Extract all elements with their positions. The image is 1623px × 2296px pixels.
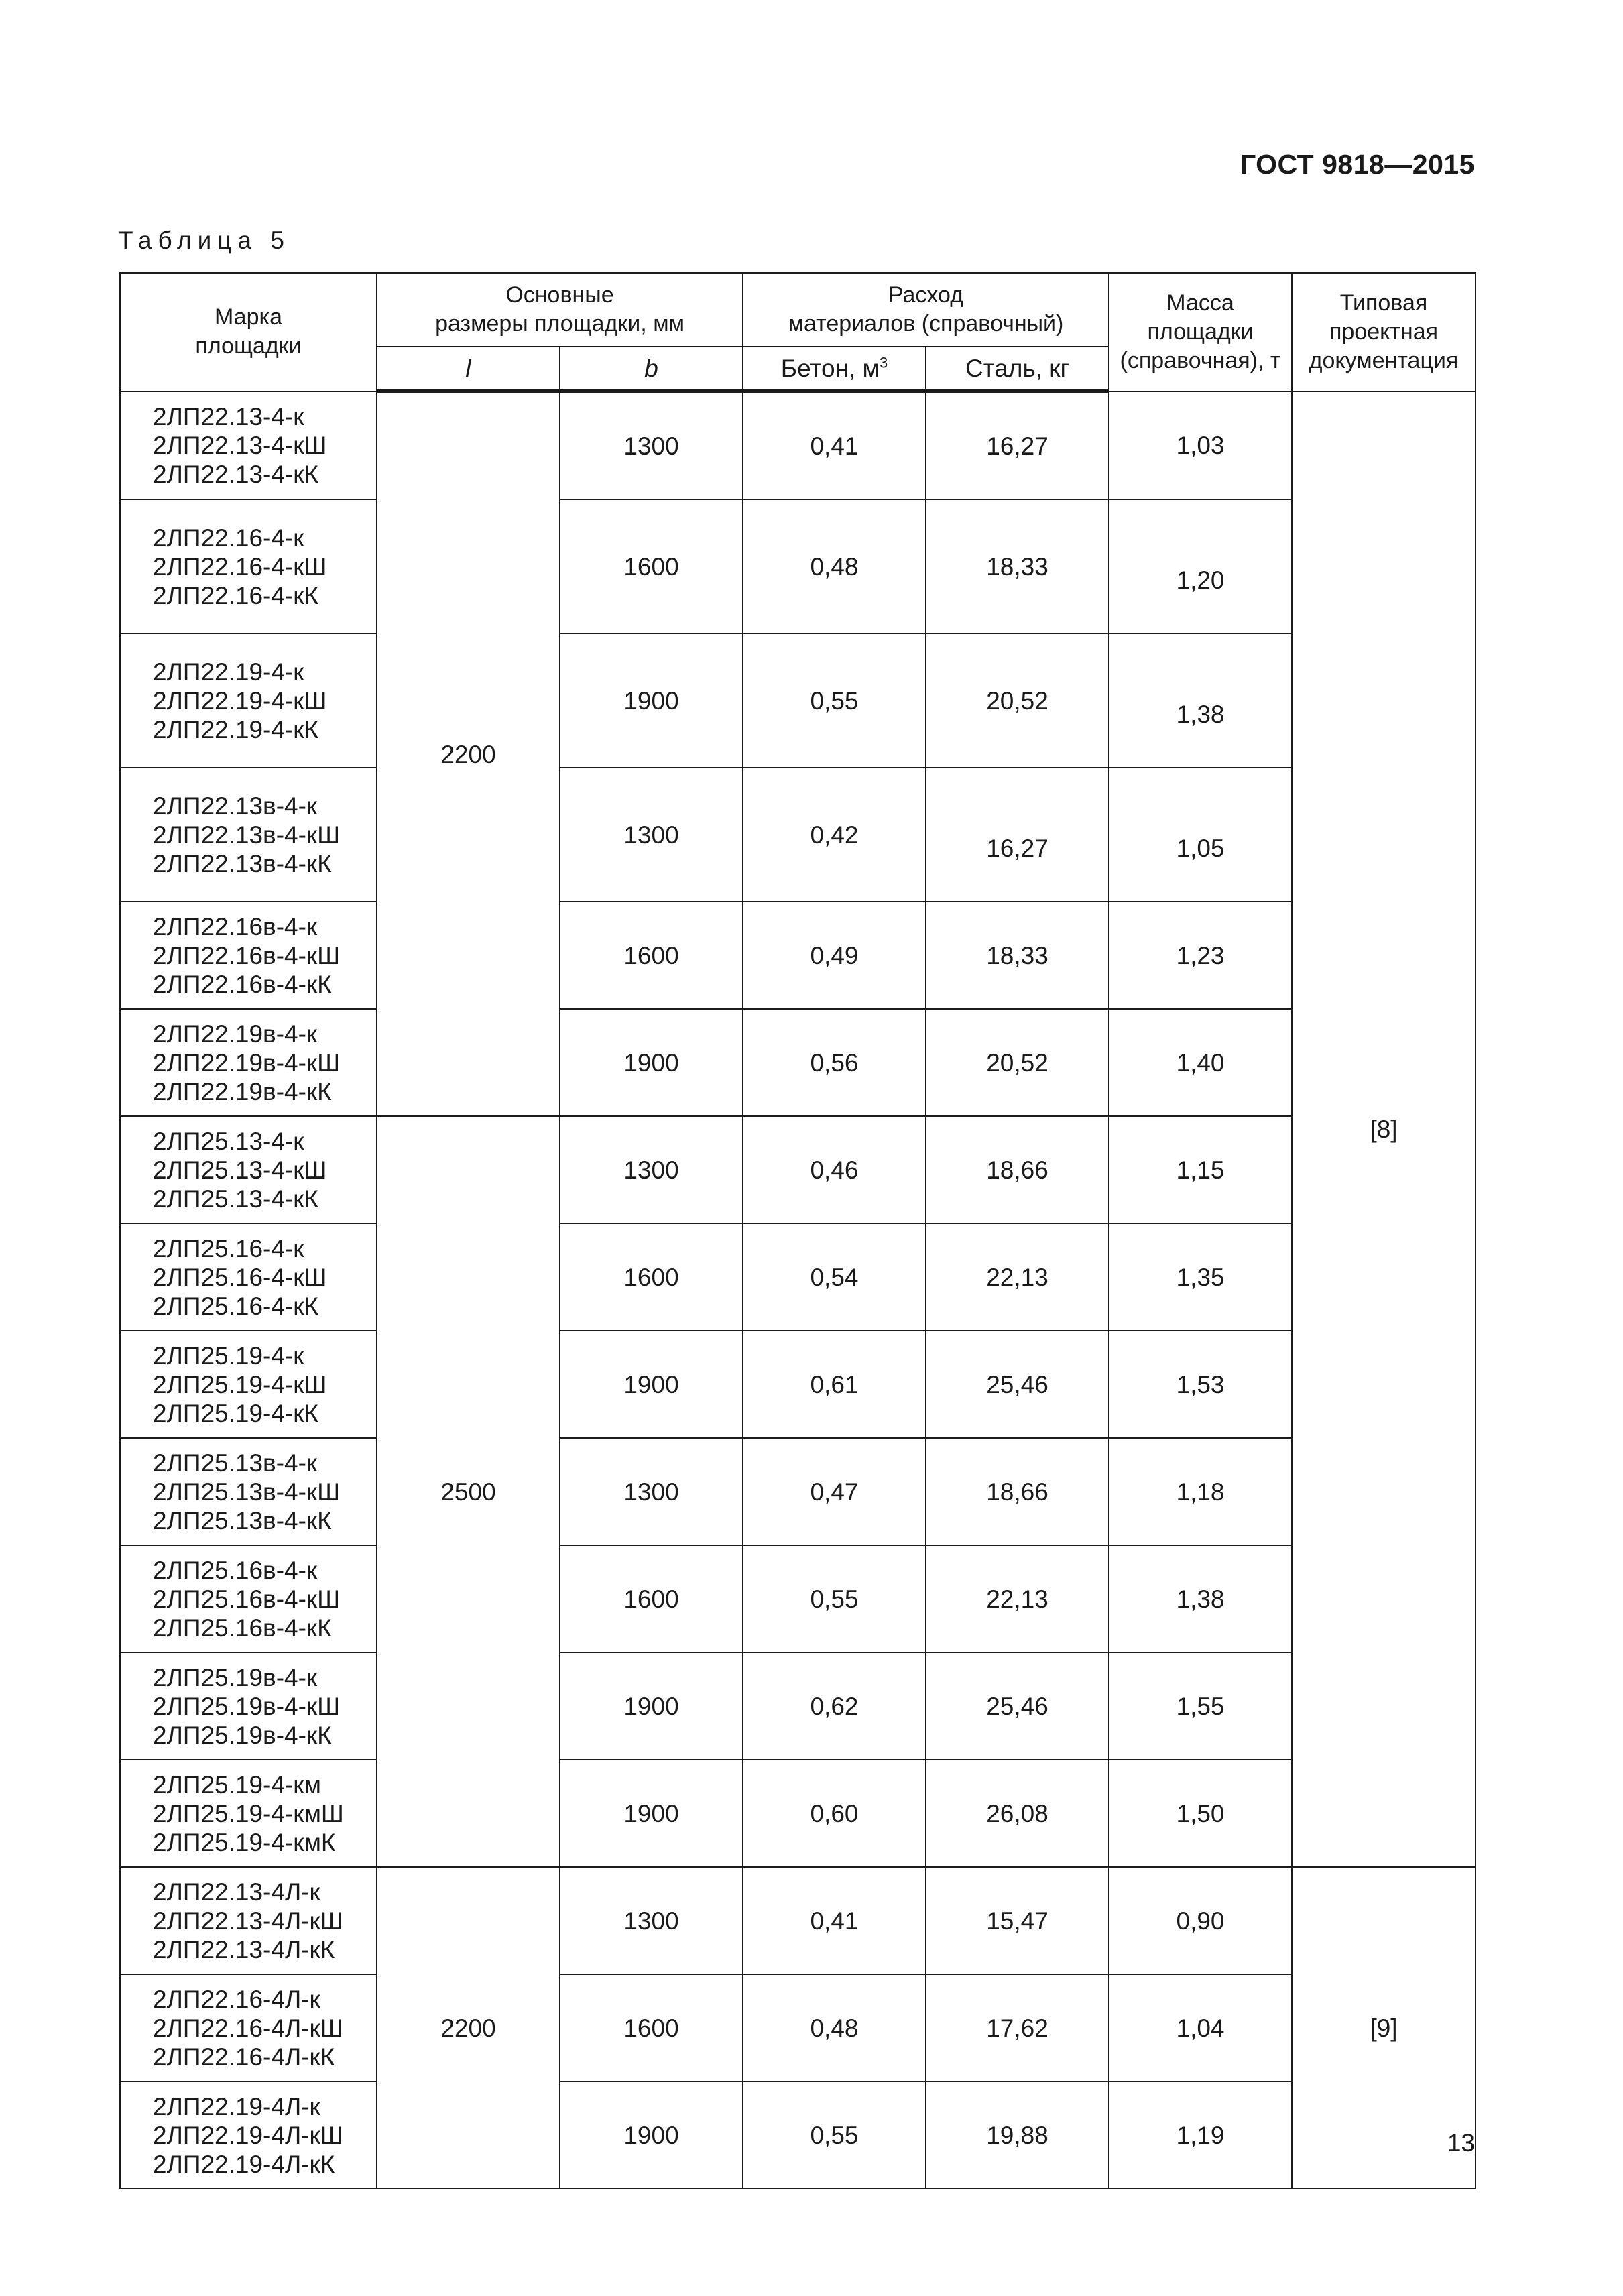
table-row xyxy=(120,1974,1476,2081)
table-row xyxy=(120,1760,1476,1867)
concrete-cell: 0,47 xyxy=(743,1438,926,1545)
mark-cell: 2ЛП25.19в-4-к 2ЛП25.19в-4-кШ 2ЛП25.19в-4-кК xyxy=(120,1652,377,1760)
table-row xyxy=(120,768,1476,902)
mark-cell: 2ЛП25.13в-4-к 2ЛП25.13в-4-кШ 2ЛП25.13в-4-кК xyxy=(120,1438,377,1545)
table-header xyxy=(120,273,1476,391)
table-row xyxy=(120,1223,1476,1331)
b-cell: 1900 xyxy=(560,1331,743,1438)
b-cell: 1300 xyxy=(560,768,743,902)
b-cell: 1900 xyxy=(560,1652,743,1760)
page-number: 13 xyxy=(1447,2129,1475,2157)
mass-cell: 1,05 xyxy=(1109,768,1292,902)
mark-cell: 2ЛП25.16-4-к 2ЛП25.16-4-кШ 2ЛП25.16-4-кК xyxy=(120,1223,377,1331)
mass-cell: 1,50 xyxy=(1109,1760,1292,1867)
docs-cell: [8] xyxy=(1292,391,1476,1868)
docs-cell: [9] xyxy=(1292,1867,1476,2189)
steel-cell: 16,27 xyxy=(926,768,1109,902)
mass-cell: 1,35 xyxy=(1109,1223,1292,1331)
mass-cell: 1,04 xyxy=(1109,1974,1292,2081)
concrete-cell: 0,56 xyxy=(743,1009,926,1116)
steel-cell: 25,46 xyxy=(926,1652,1109,1760)
table-row xyxy=(120,499,1476,633)
mass-cell: 1,20 xyxy=(1109,499,1292,633)
mass-cell: 0,90 xyxy=(1109,1867,1292,1974)
header-steel: Сталь, кг xyxy=(926,347,1109,391)
concrete-cell: 0,62 xyxy=(743,1652,926,1760)
header-l: l xyxy=(377,347,560,391)
header-docs: Типовая проектная документация xyxy=(1292,273,1476,391)
b-cell: 1300 xyxy=(560,1867,743,1974)
concrete-cell: 0,55 xyxy=(743,633,926,768)
mark-cell: 2ЛП22.19в-4-к 2ЛП22.19в-4-кШ 2ЛП22.19в-4-кК xyxy=(120,1009,377,1116)
header-concrete xyxy=(743,347,926,391)
concrete-cell: 0,55 xyxy=(743,2081,926,2189)
mass-cell: 1,53 xyxy=(1109,1331,1292,1438)
b-cell: 1300 xyxy=(560,1438,743,1545)
concrete-cell: 0,54 xyxy=(743,1223,926,1331)
table-row xyxy=(120,2081,1476,2189)
mass-cell: 1,38 xyxy=(1109,633,1292,768)
l-cell: 2500 xyxy=(377,1116,560,1867)
b-cell: 1900 xyxy=(560,1009,743,1116)
steel-cell: 25,46 xyxy=(926,1331,1109,1438)
table-row xyxy=(120,902,1476,1009)
concrete-cell: 0,41 xyxy=(743,391,926,500)
header-concrete-superscript: 3 xyxy=(879,354,888,371)
header-dimensions: Основные размеры площадки, мм xyxy=(377,273,743,347)
steel-cell: 26,08 xyxy=(926,1760,1109,1867)
header-mass: Масса площадки (справочная), т xyxy=(1109,273,1292,391)
steel-cell: 22,13 xyxy=(926,1545,1109,1652)
l-cell: 2200 xyxy=(377,1867,560,2189)
mark-cell: 2ЛП22.13в-4-к 2ЛП22.13в-4-кШ 2ЛП22.13в-4-кК xyxy=(120,768,377,902)
header-concrete-label: Бетон, м xyxy=(780,355,880,382)
steel-cell: 22,13 xyxy=(926,1223,1109,1331)
mark-cell: 2ЛП25.19-4-к 2ЛП25.19-4-кШ 2ЛП25.19-4-кК xyxy=(120,1331,377,1438)
mass-cell: 1,23 xyxy=(1109,902,1292,1009)
steel-cell: 20,52 xyxy=(926,1009,1109,1116)
table-caption: Таблица 5 xyxy=(118,227,290,254)
steel-cell: 18,66 xyxy=(926,1438,1109,1545)
header-consumption: Расход материалов (справочный) xyxy=(743,273,1109,347)
header-mark: Марка площадки xyxy=(120,273,377,391)
b-cell: 1300 xyxy=(560,1116,743,1223)
b-cell: 1600 xyxy=(560,1974,743,2081)
b-cell: 1900 xyxy=(560,633,743,768)
b-cell: 1600 xyxy=(560,499,743,633)
steel-cell: 17,62 xyxy=(926,1974,1109,2081)
b-cell: 1600 xyxy=(560,1223,743,1331)
b-cell: 1600 xyxy=(560,1545,743,1652)
mass-cell: 1,19 xyxy=(1109,2081,1292,2189)
steel-cell: 18,33 xyxy=(926,902,1109,1009)
b-cell: 1900 xyxy=(560,1760,743,1867)
mark-cell: 2ЛП22.19-4Л-к 2ЛП22.19-4Л-кШ 2ЛП22.19-4Л-кК xyxy=(120,2081,377,2189)
specification-table xyxy=(119,272,1476,2189)
mark-cell: 2ЛП22.16-4-к 2ЛП22.16-4-кШ 2ЛП22.16-4-кК xyxy=(120,499,377,633)
table-row xyxy=(120,1438,1476,1545)
l-cell: 2200 xyxy=(377,391,560,1117)
table-row xyxy=(120,391,1476,500)
concrete-cell: 0,60 xyxy=(743,1760,926,1867)
document-code: ГОСТ 9818—2015 xyxy=(1240,149,1475,180)
b-cell: 1300 xyxy=(560,391,743,500)
table-row xyxy=(120,1652,1476,1760)
steel-cell: 18,33 xyxy=(926,499,1109,633)
concrete-cell: 0,41 xyxy=(743,1867,926,1974)
table-row xyxy=(120,1116,1476,1223)
mass-cell: 1,15 xyxy=(1109,1116,1292,1223)
table-row xyxy=(120,633,1476,768)
mass-cell: 1,55 xyxy=(1109,1652,1292,1760)
concrete-cell: 0,61 xyxy=(743,1331,926,1438)
table-row xyxy=(120,1331,1476,1438)
concrete-cell: 0,55 xyxy=(743,1545,926,1652)
mark-cell: 2ЛП22.13-4-к 2ЛП22.13-4-кШ 2ЛП22.13-4-кК xyxy=(120,391,377,500)
mark-cell: 2ЛП22.19-4-к 2ЛП22.19-4-кШ 2ЛП22.19-4-кК xyxy=(120,633,377,768)
table-row xyxy=(120,1545,1476,1652)
mark-cell: 2ЛП25.19-4-км 2ЛП25.19-4-кмШ 2ЛП25.19-4-кмК xyxy=(120,1760,377,1867)
b-cell: 1600 xyxy=(560,902,743,1009)
concrete-cell: 0,46 xyxy=(743,1116,926,1223)
concrete-cell: 0,49 xyxy=(743,902,926,1009)
mass-cell: 1,03 xyxy=(1109,391,1292,500)
table-body xyxy=(120,391,1476,2189)
concrete-cell: 0,42 xyxy=(743,768,926,902)
mass-cell: 1,40 xyxy=(1109,1009,1292,1116)
concrete-cell: 0,48 xyxy=(743,499,926,633)
concrete-cell: 0,48 xyxy=(743,1974,926,2081)
steel-cell: 20,52 xyxy=(926,633,1109,768)
table-row xyxy=(120,1009,1476,1116)
mass-cell: 1,18 xyxy=(1109,1438,1292,1545)
steel-cell: 16,27 xyxy=(926,391,1109,500)
mark-cell: 2ЛП22.16-4Л-к 2ЛП22.16-4Л-кШ 2ЛП22.16-4Л-кК xyxy=(120,1974,377,2081)
steel-cell: 18,66 xyxy=(926,1116,1109,1223)
steel-cell: 15,47 xyxy=(926,1867,1109,1974)
mass-cell: 1,38 xyxy=(1109,1545,1292,1652)
header-b: b xyxy=(560,347,743,391)
mark-cell: 2ЛП22.16в-4-к 2ЛП22.16в-4-кШ 2ЛП22.16в-4-кК xyxy=(120,902,377,1009)
mark-cell: 2ЛП25.16в-4-к 2ЛП25.16в-4-кШ 2ЛП25.16в-4-кК xyxy=(120,1545,377,1652)
mark-cell: 2ЛП25.13-4-к 2ЛП25.13-4-кШ 2ЛП25.13-4-кК xyxy=(120,1116,377,1223)
mark-cell: 2ЛП22.13-4Л-к 2ЛП22.13-4Л-кШ 2ЛП22.13-4Л-кК xyxy=(120,1867,377,1974)
steel-cell: 19,88 xyxy=(926,2081,1109,2189)
table-row xyxy=(120,1867,1476,1974)
b-cell: 1900 xyxy=(560,2081,743,2189)
